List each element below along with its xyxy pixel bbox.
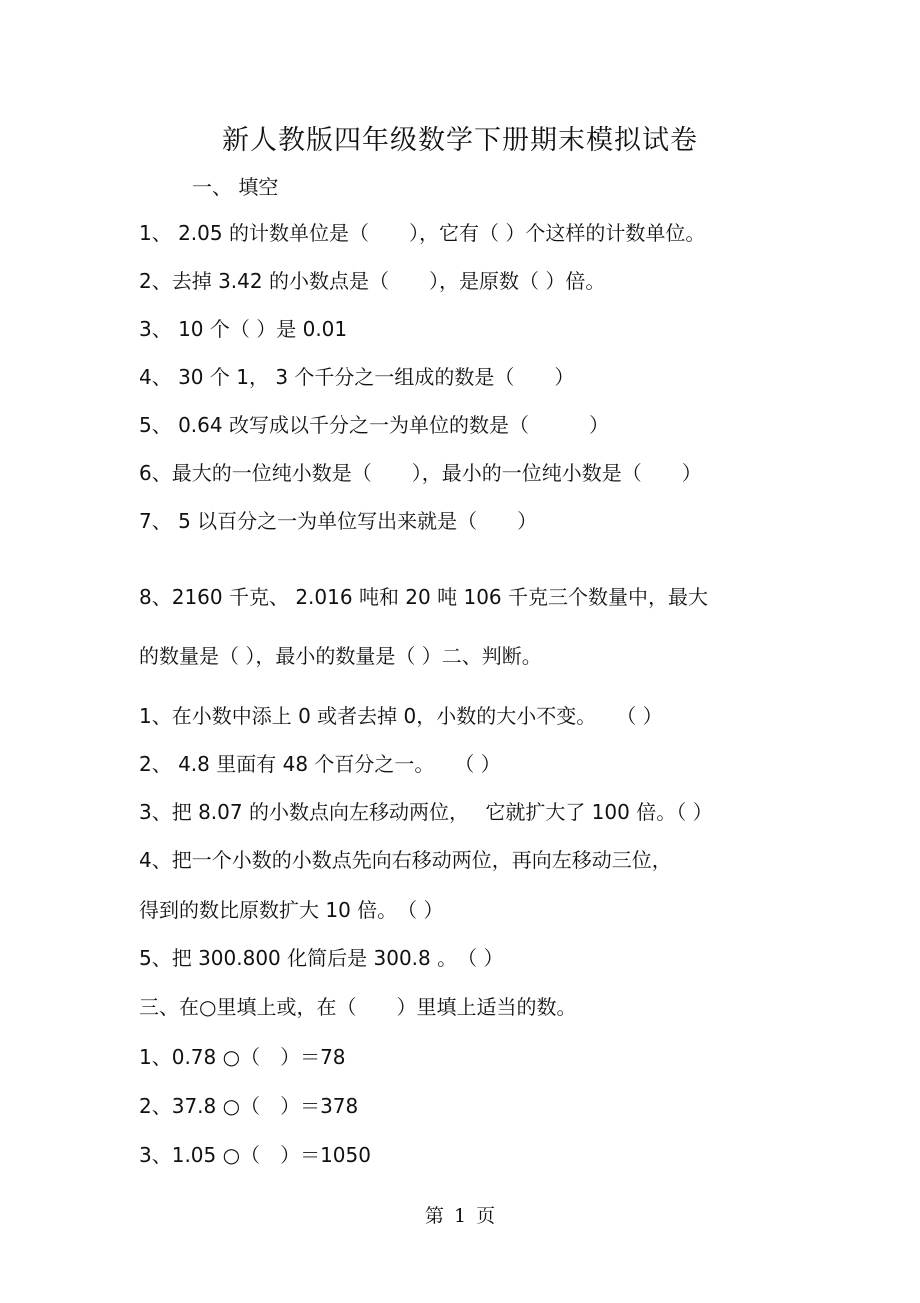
judgment-line: 1、在小数中添上 0 或者去掉 0，小数的大小不变。 （ ） — [139, 704, 663, 728]
question-line: 5、 0.64 改写成以千分之一为单位的数是（ ） — [139, 413, 609, 437]
question-line: 2、去掉 3.42 的小数点是（ ），是原数（ ）倍。 — [139, 269, 606, 293]
question-line: 8、2160 千克、 2.016 吨和 20 吨 106 千克三个数量中，最大 — [139, 585, 709, 609]
judgment-line: 2、 4.8 里面有 48 个百分之一。 （ ） — [139, 752, 501, 776]
question-line: 7、 5 以百分之一为单位写出来就是（ ） — [139, 509, 538, 533]
question-line: 1、 2.05 的计数单位是（ ），它有（ ）个这样的计数单位。 — [139, 221, 706, 245]
question-line: 3、 10 个（ ）是 0.01 — [139, 317, 348, 341]
judgment-line: 4、把一个小数的小数点先向右移动两位，再向左移动三位， — [139, 848, 672, 872]
exam-title: 新人教版四年级数学下册期末模拟试卷 — [222, 125, 698, 156]
section-heading-operators: 三、在○里填上或，在（ ）里填上适当的数。 — [139, 995, 577, 1019]
section-heading-fill-blank: 一、 填空 — [192, 175, 279, 199]
page-number: 第 1 页 — [424, 1205, 496, 1227]
judgment-line: 3、把 8.07 的小数点向左移动两位， 它就扩大了 100 倍。（ ） — [139, 800, 713, 824]
judgment-line: 5、把 300.800 化简后是 300.8 。 （ ） — [139, 946, 504, 970]
question-line: 6、最大的一位纯小数是（ ），最小的一位纯小数是（ ） — [139, 461, 702, 485]
question-line: 的数量是（ ），最小的数量是（ ）二、判断。 — [139, 644, 542, 668]
operator-question-line: 3、1.05 ○（ ）＝1050 — [139, 1143, 371, 1167]
question-line: 4、 30 个 1， 3 个千分之一组成的数是（ ） — [139, 365, 575, 389]
judgment-line: 得到的数比原数扩大 10 倍。 （ ） — [139, 898, 444, 922]
operator-question-line: 2、37.8 ○（ ）＝378 — [139, 1094, 359, 1118]
operator-question-line: 1、0.78 ○（ ）＝78 — [139, 1045, 346, 1069]
